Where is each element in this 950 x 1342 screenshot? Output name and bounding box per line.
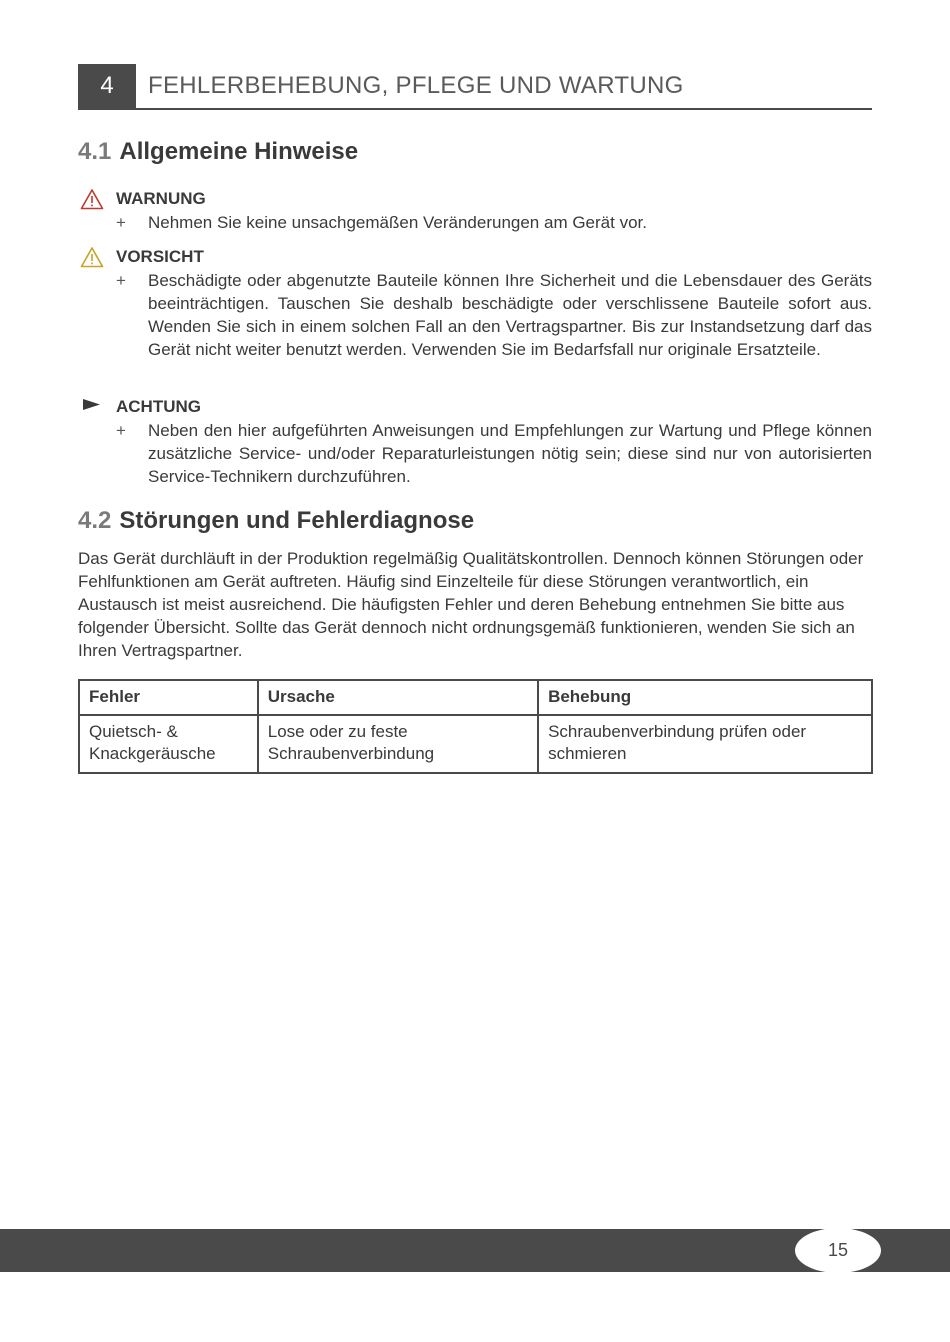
table-row xyxy=(79,715,872,773)
table-cell: Schraubenverbindung prüfen oder schmieren xyxy=(538,715,872,773)
section-heading-4-2 xyxy=(78,507,474,535)
section-title: Störungen und Fehlerdiagnose xyxy=(119,507,475,534)
section-heading-4-1 xyxy=(78,138,358,166)
column-header: Ursache xyxy=(258,680,538,715)
page-number: 15 xyxy=(795,1228,881,1273)
list-item xyxy=(116,211,872,234)
warning-triangle-icon xyxy=(80,188,104,210)
section-number: 4.2 xyxy=(78,507,112,534)
section-title: Allgemeine Hinweise xyxy=(119,138,359,165)
column-header: Fehler xyxy=(79,680,258,715)
notice-text: Nehmen Sie keine unsachgemäßen Veränderungen am Gerät vor. xyxy=(148,213,647,232)
chapter-number: 4 xyxy=(78,64,136,108)
caution-triangle-icon xyxy=(80,246,104,268)
notice-label: VORSICHT xyxy=(116,247,204,266)
intro-paragraph: Das Gerät durchläuft in der Produktion regelmäßig Qualitätskontrollen. Dennoch können Störungen oder Fehlfunktionen am Gerät auftreten. Häufig sind Einzelteile für diese Störungen verantwortlich, ein Austausch ist meist ausreichend. Die häufigsten Fehler und deren Behebung entnehmen Sie bitte aus folgender Übersicht. Sollte das Gerät dennoch nicht ordnungsgemäß funktionieren, wenden Sie sich an Ihren Vertragspartner. xyxy=(78,549,864,660)
chapter-header xyxy=(78,64,872,110)
notice-text: Beschädigte oder abgenutzte Bauteile können Ihre Sicherheit und die Lebensdauer des Geräts beeinträchtigen. Tauschen Sie deshalb beschädigte oder verschlissene Bauteile sofort aus. Wenden Sie sich in einem solchen Fall an den Vertragspartner. Bis zur Instandsetzung darf das Gerät nicht weiter benutzt werden. Verwenden Sie im Bedarfsfall nur originale Ersatzteile. xyxy=(148,271,872,359)
chapter-title: FEHLERBEHEBUNG, PFLEGE UND WARTUNG xyxy=(148,72,684,99)
plus-icon: + xyxy=(116,271,126,290)
notice-label: ACHTUNG xyxy=(116,397,201,416)
table-cell: Lose oder zu feste Schraubenverbindung xyxy=(258,715,538,773)
list-item xyxy=(116,269,872,361)
arrow-right-icon xyxy=(80,396,104,418)
notice-label: WARNUNG xyxy=(116,189,206,208)
plus-icon: + xyxy=(116,213,126,232)
list-item xyxy=(116,419,872,488)
plus-icon: + xyxy=(116,421,126,440)
table-header-row xyxy=(79,680,872,715)
table-cell: Quietsch- & Knackgeräusche xyxy=(79,715,258,773)
notice-text: Neben den hier aufgeführten Anweisungen und Empfehlungen zur Wartung und Pflege können zusätzliche Service- und/oder Reparaturleistungen nötig sein; diese sind nur von autorisierten Service-Technikern durchzuführen. xyxy=(148,421,872,486)
column-header: Behebung xyxy=(538,680,872,715)
fault-table xyxy=(78,679,873,774)
section-number: 4.1 xyxy=(78,138,112,165)
